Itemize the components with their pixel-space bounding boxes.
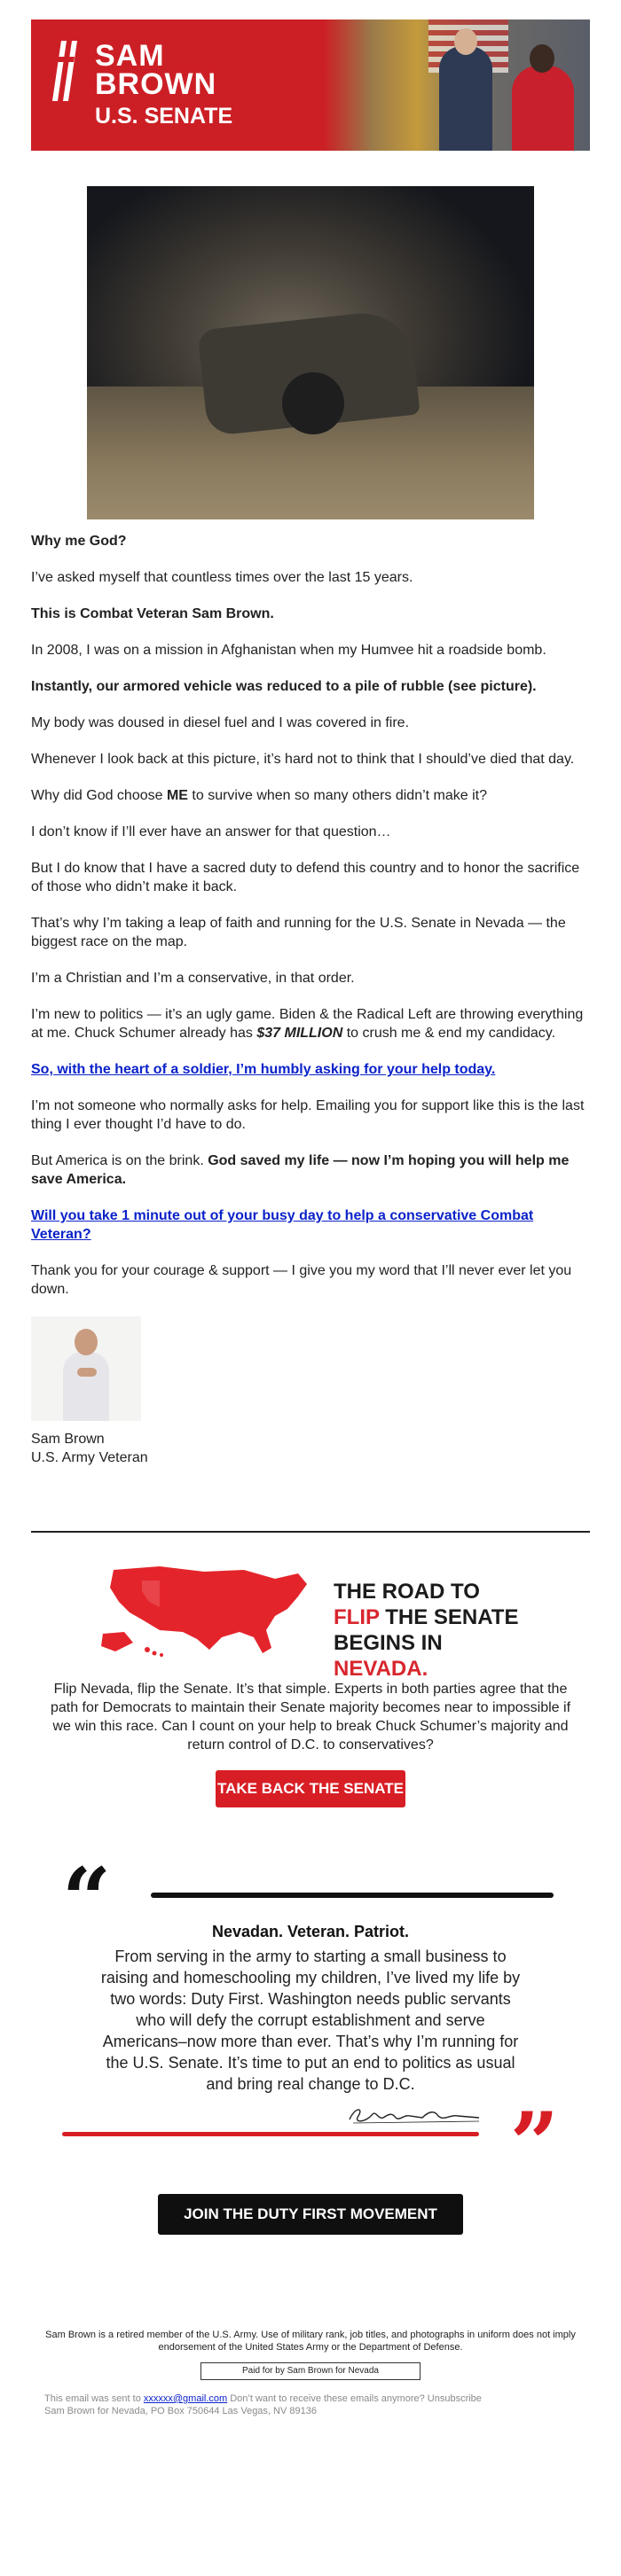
paragraph: Thank you for your courage & support — I give you my word that I’ll never ever let you down. bbox=[31, 1263, 572, 1297]
paragraph: Why did God choose ME to survive when so many others didn’t make it? bbox=[31, 788, 488, 803]
paragraph-bold: Instantly, our armored vehicle was reduced to a pile of rubble (see picture). bbox=[31, 679, 537, 694]
quote-rule-top bbox=[151, 1893, 554, 1898]
paragraph: But I do know that I have a sacred duty to defend this country and to honor the sacrifice of those who didn’t make it back. bbox=[31, 861, 580, 894]
recipient-email-link[interactable]: xxxxxx@gmail.com bbox=[143, 2393, 228, 2404]
opening-question: Why me God? bbox=[31, 534, 127, 549]
humvee-wreck-photo bbox=[87, 186, 534, 519]
paragraph: Whenever I look back at this picture, it’s hard not to think that I should’ve died that day. bbox=[31, 752, 575, 767]
paragraph: I’m not someone who normally asks for help. Emailing you for support like this is the last thing I ever thought I’d have to do. bbox=[31, 1098, 585, 1132]
close-quote-icon: ” bbox=[509, 2094, 559, 2194]
unsubscribe-footer: This email was sent to xxxxxx@gmail.com Don’t want to receive these emails anymore? Unsubscribe Sam Brown for Nevada, PO Box 750644 Las Vegas, NV 89136 bbox=[44, 2393, 482, 2416]
open-quote-icon: “ bbox=[62, 1849, 112, 1949]
banner-office: U.S. SENATE bbox=[95, 104, 233, 129]
quote-rule-bottom bbox=[62, 2132, 479, 2136]
paragraph-bold: This is Combat Veteran Sam Brown. bbox=[31, 606, 274, 621]
military-disclaimer: Sam Brown is a retired member of the U.S. Army. Use of military rank, job titles, and photographs in uniform does not imply endorsement of the United States Army or the Department of Defense. bbox=[45, 2330, 576, 2353]
header-banner[interactable] bbox=[31, 20, 590, 151]
section-divider bbox=[31, 1531, 590, 1533]
paid-for-box: Paid for by Sam Brown for Nevada bbox=[200, 2362, 421, 2380]
road-to-flip-headline: THE ROAD TO FLIP THE SENATE BEGINS IN NEVADA. bbox=[334, 1580, 519, 1681]
donate-link-help-today[interactable]: So, with the heart of a soldier, I’m humbly asking for your help today. bbox=[31, 1062, 496, 1077]
signature-title: U.S. Army Veteran bbox=[31, 1450, 148, 1465]
candidate-figure bbox=[439, 46, 492, 151]
campaign-logo-icon bbox=[51, 41, 77, 101]
paragraph: I don’t know if I’ll ever have an answer for that question… bbox=[31, 824, 391, 839]
paragraph: But America is on the brink. God saved my life — now I’m hoping you will help me save America. bbox=[31, 1153, 570, 1187]
handwritten-signature bbox=[346, 2102, 488, 2128]
quote-body: From serving in the army to starting a small business to raising and homeschooling my children, I’ve lived my life by two words: Duty First. Washington needs public servants who will defy the corrupt establishment and serve Americans–now more than ever. That’s why I’m running for the U.S. Senate. It’s time to put an end to politics as usual and bring real change to D.C. bbox=[100, 1948, 521, 2093]
paragraph: My body was doused in diesel fuel and I was covered in fire. bbox=[31, 715, 410, 730]
us-map-icon bbox=[98, 1561, 319, 1660]
flip-nevada-paragraph: Flip Nevada, flip the Senate. It’s that simple. Experts in both parties agree that the path for Democrats to maintain their Senate majority becomes near to impossible if we win this race. Can I count on your help to break Chuck Schumer’s majority and return control of D.C. to conservatives? bbox=[50, 1682, 571, 1752]
join-duty-first-button[interactable]: JOIN THE DUTY FIRST MOVEMENT bbox=[158, 2194, 463, 2235]
paragraph: I’ve asked myself that countless times over the last 15 years. bbox=[31, 570, 413, 585]
quote-block bbox=[62, 1849, 559, 2194]
mailing-address: Sam Brown for Nevada, PO Box 750644 Las Vegas, NV 89136 bbox=[44, 2406, 317, 2416]
candidate-portrait bbox=[31, 1316, 141, 1421]
banner-first-name: SAM bbox=[95, 39, 165, 73]
donate-link-one-minute[interactable]: Will you take 1 minute out of your busy day to help a conservative Combat Veteran? bbox=[31, 1208, 534, 1242]
banner-photo bbox=[324, 20, 590, 151]
signature-name: Sam Brown bbox=[31, 1432, 105, 1447]
take-back-senate-button[interactable]: TAKE BACK THE SENATE bbox=[216, 1770, 405, 1807]
paragraph: In 2008, I was on a mission in Afghanistan when my Humvee hit a roadside bomb. bbox=[31, 643, 546, 658]
banner-last-name: BROWN bbox=[95, 67, 217, 101]
paragraph: I’m new to politics — it’s an ugly game. Biden & the Radical Left are throwing everything at me. Chuck Schumer already has $37 MILLION to crush me & end my candidacy. bbox=[31, 1007, 584, 1041]
unsubscribe-text[interactable]: Don’t want to receive these emails anymore? Unsubscribe bbox=[227, 2393, 482, 2404]
letter-body bbox=[31, 532, 590, 1467]
flip-senate-graphic[interactable] bbox=[87, 1554, 534, 1681]
paragraph: That’s why I’m taking a leap of faith and running for the U.S. Senate in Nevada — the biggest race on the map. bbox=[31, 916, 566, 949]
spouse-figure bbox=[512, 66, 574, 151]
paragraph: I’m a Christian and I’m a conservative, in that order. bbox=[31, 971, 355, 986]
quote-title: Nevadan. Veteran. Patriot. bbox=[211, 1923, 410, 1940]
